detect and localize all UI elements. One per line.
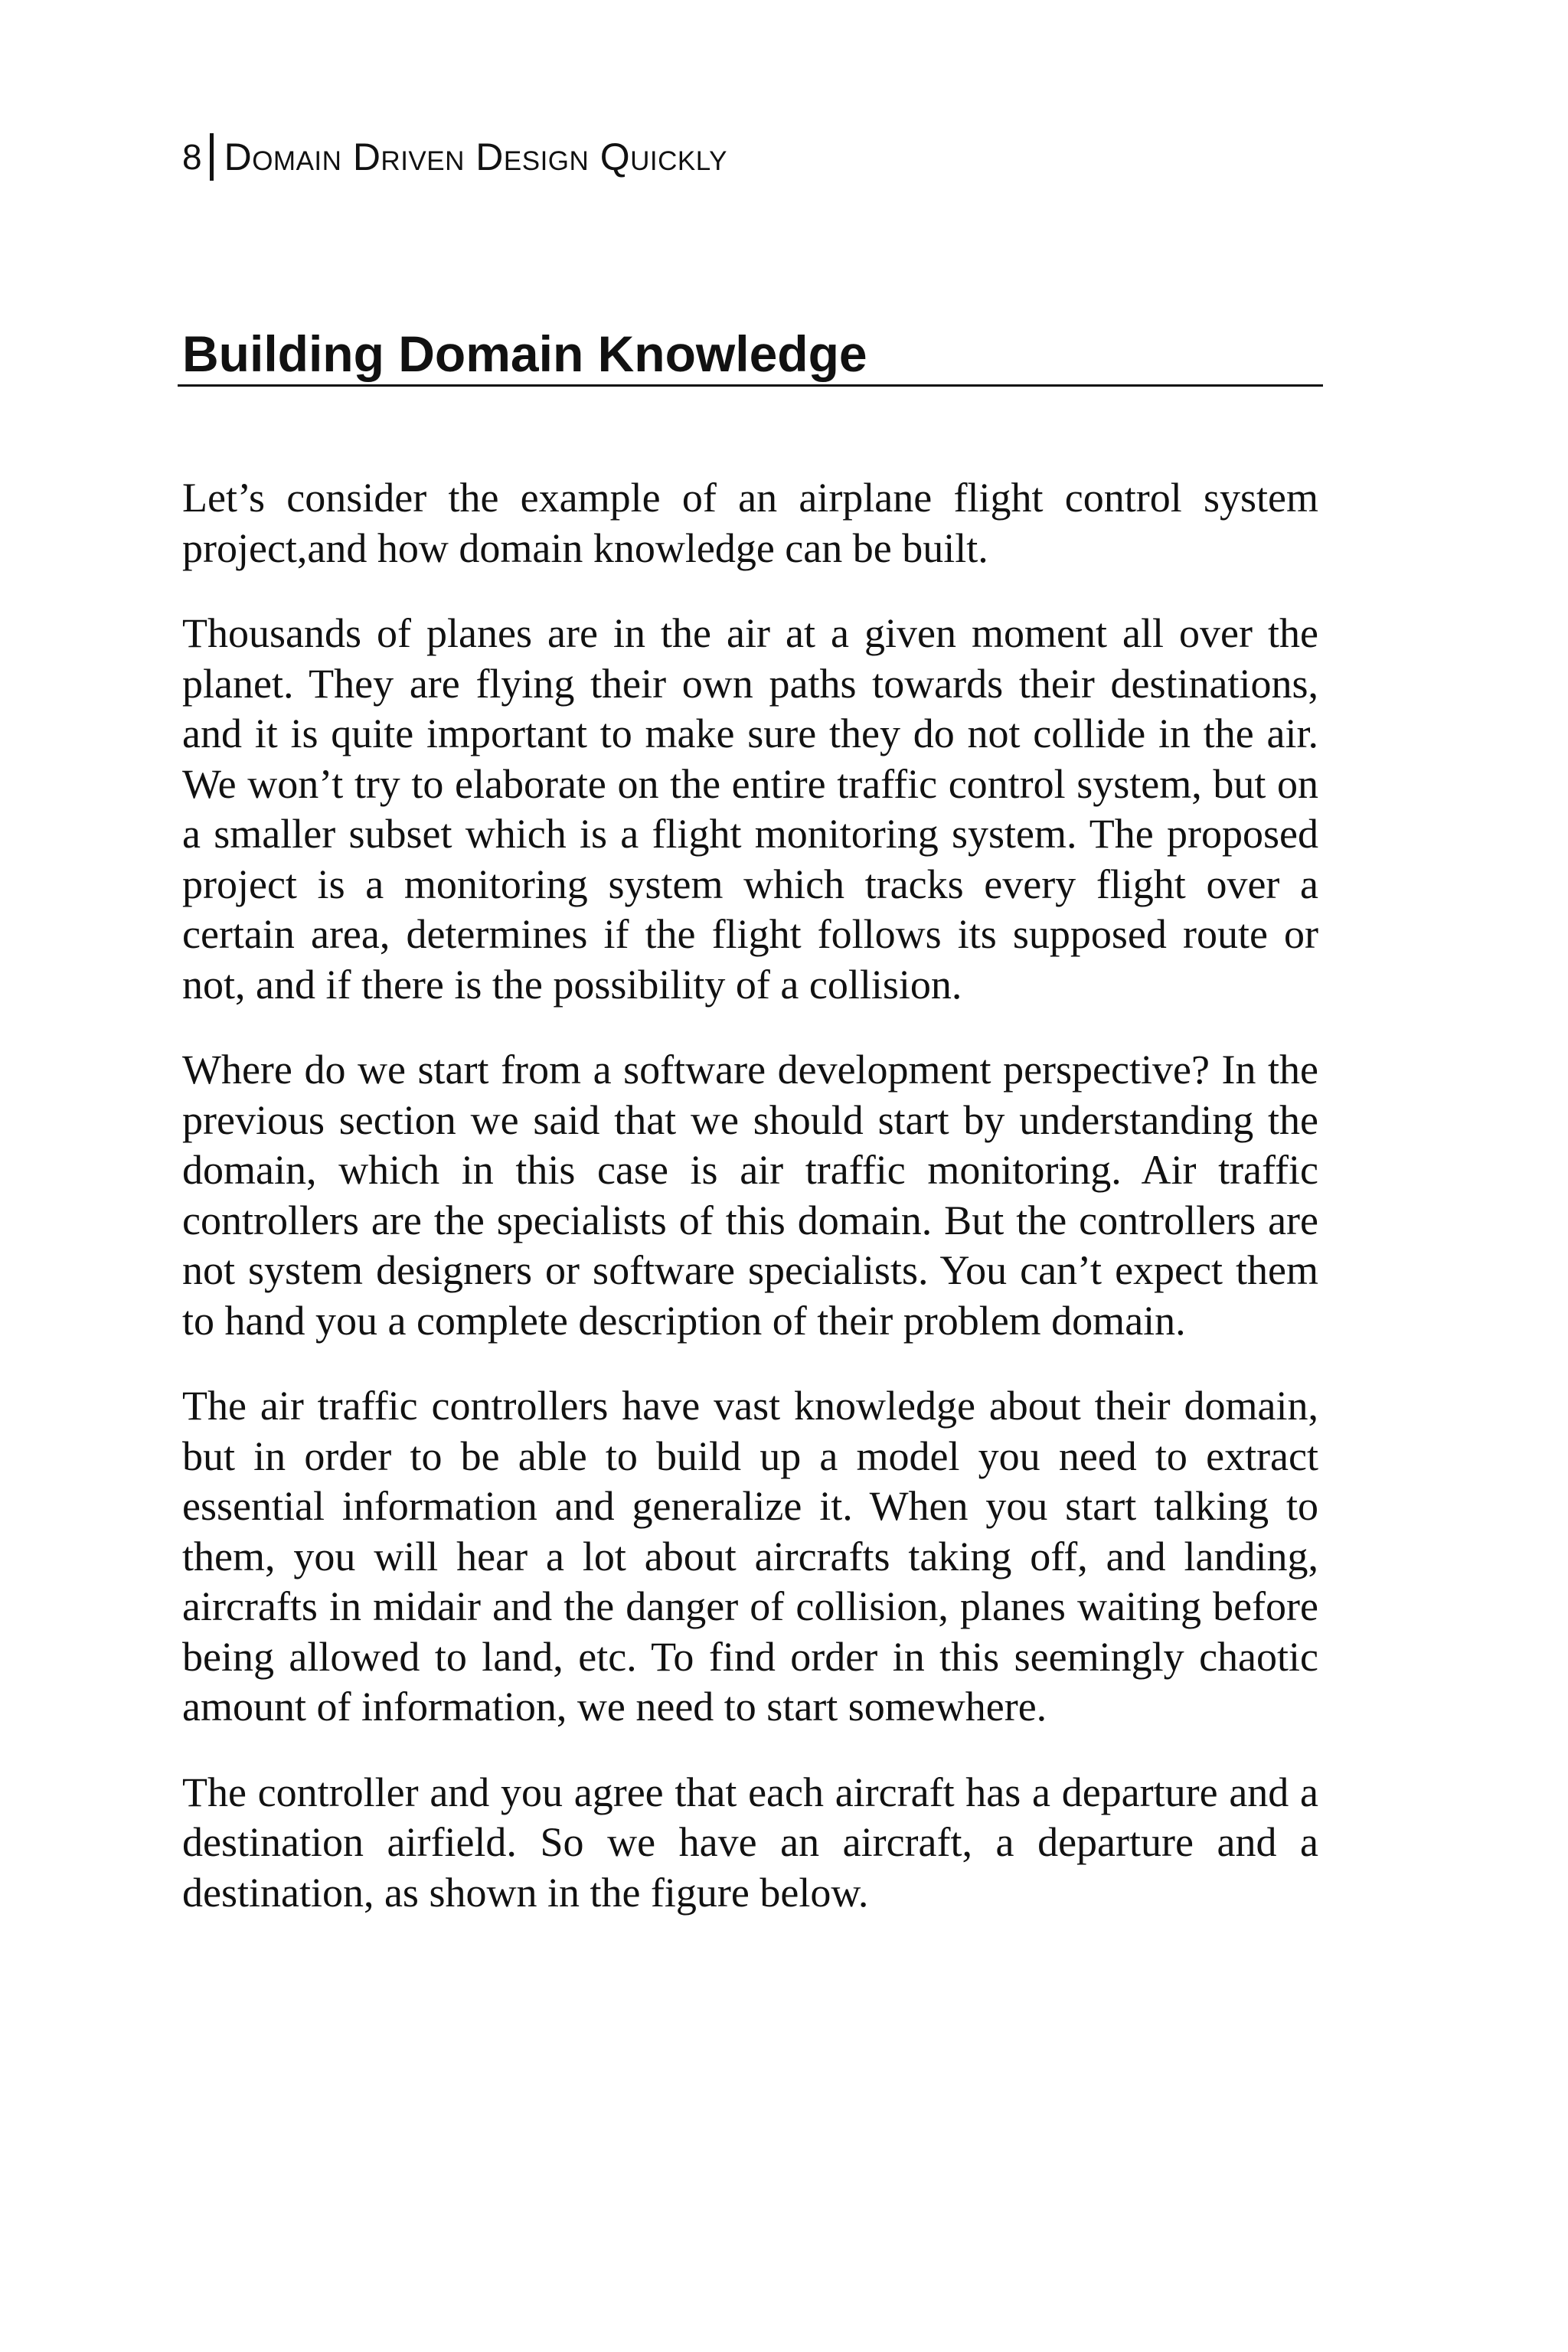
page-number: 8 — [182, 137, 202, 177]
paragraph-4: The air traffic controllers have vast knowledge about their domain, but in order to be able to build up a model you need to extract essential information and generalize it. When you start talking to them, you will hear a lot about aircrafts taking off, and landing, aircrafts in midair and the danger of collision, planes waiting before being allowed to land, etc. To find order in this seemingly chaotic amount of information, we need to start somewhere. — [182, 1383, 1318, 1730]
paragraph-5: The controller and you agree that each aircraft has a departure and a destination airfield. So we have an aircraft, a departure and a destination, as shown in the figure below. — [182, 1769, 1318, 1916]
paragraph-2: Thousands of planes are in the air at a given moment all over the planet. They are flying their own paths towards their destinations, and it is quite important to make sure they do not collide in the air. We won’t try to elaborate on the entire traffic control system, but on a smaller subset which is a flight monitoring system. The proposed project is a monitoring system which tracks every flight over a certain area, determines if the flight follows its supposed route or not, and if there is the possibility of a collision. — [182, 610, 1318, 1008]
header-divider — [210, 133, 214, 181]
section-heading: Building Domain Knowledge — [182, 325, 867, 382]
book-title: Domain Driven Design Quickly — [224, 136, 727, 178]
running-header — [182, 130, 727, 184]
heading-underline — [178, 384, 1323, 387]
body-text — [182, 473, 1318, 1953]
paragraph-3: Where do we start from a software development perspective? In the previous section we said that we should start by understanding the domain, which in this case is air traffic monitoring. Air traffic controllers are the specialists of this domain. But the controllers are not system designers or software specialists. You can’t expect them to hand you a complete description of their problem domain. — [182, 1047, 1318, 1344]
paragraph-1: Let’s consider the example of an airplane flight control system project,and how domain knowledge can be built. — [182, 475, 1318, 571]
